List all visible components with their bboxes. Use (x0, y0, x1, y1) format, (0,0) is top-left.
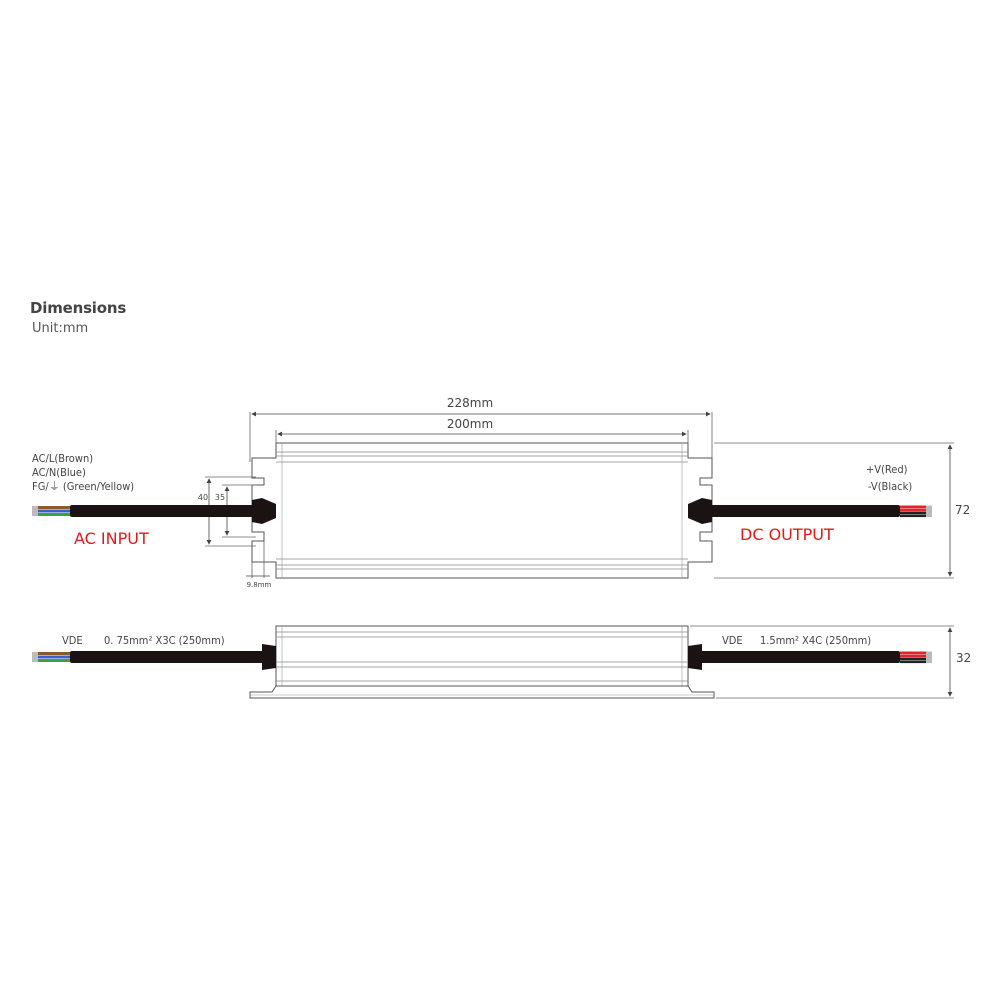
dc-output-label: DC OUTPUT (740, 525, 834, 544)
input-cable-std: VDE (62, 634, 83, 647)
minus-v-label: -V(Black) (868, 480, 913, 493)
wire-brown (38, 506, 70, 509)
output-cable-spec: 1.5mm² X4C (250mm) (760, 634, 872, 647)
dim-200-label: 200mm (446, 417, 494, 431)
wire-tips (32, 506, 38, 516)
fg-label: FG/⏚ (Green/Yellow) (32, 480, 135, 493)
side-wire-red (900, 655, 926, 658)
housing-top-outline (252, 443, 712, 578)
side-wire-black (900, 658, 926, 661)
wire-black (900, 512, 926, 515)
wire-red (900, 506, 926, 509)
side-view (32, 626, 971, 698)
wire-tips (926, 506, 932, 518)
side-input-gland (262, 644, 276, 670)
side-wire-tips (32, 652, 38, 662)
dim-32-label: 32 (956, 651, 972, 665)
dim-35-label: 35 (214, 493, 226, 502)
wire-blue (38, 510, 70, 513)
dim-40-label: 40 (197, 493, 209, 502)
side-input-cable (70, 651, 266, 663)
side-wire-tips (926, 652, 932, 664)
ac-n-label: AC/N(Blue) (32, 466, 86, 479)
dim-9-8-label: 9.8mm (246, 581, 272, 589)
side-wire-red (900, 652, 926, 655)
unit-label: Unit:mm (32, 321, 89, 336)
output-cable-std: VDE (722, 634, 743, 647)
wire-black (900, 515, 926, 518)
side-wire-brown (38, 652, 70, 655)
side-wire-blue (38, 656, 70, 659)
input-cable-spec: 0. 75mm² X3C (250mm) (104, 634, 225, 647)
dim-72-label: 72 (955, 503, 971, 517)
mounting-flange (250, 686, 714, 698)
wire-red (900, 509, 926, 512)
ac-l-label: AC/L(Brown) (32, 452, 94, 465)
ac-input-cable (70, 505, 254, 517)
dim-228-label: 228mm (446, 396, 494, 410)
side-wire-black (900, 661, 926, 664)
top-view (32, 396, 970, 589)
wire-green-yellow (38, 513, 70, 516)
side-wire-green (38, 659, 70, 662)
plus-v-label: +V(Red) (866, 463, 908, 476)
drawing-title: Dimensions (30, 299, 127, 317)
dc-output-cable (710, 505, 900, 517)
housing-side-outline (276, 626, 688, 686)
side-output-cable (700, 651, 900, 663)
ac-input-label: AC INPUT (74, 529, 149, 548)
side-output-gland (688, 644, 702, 670)
